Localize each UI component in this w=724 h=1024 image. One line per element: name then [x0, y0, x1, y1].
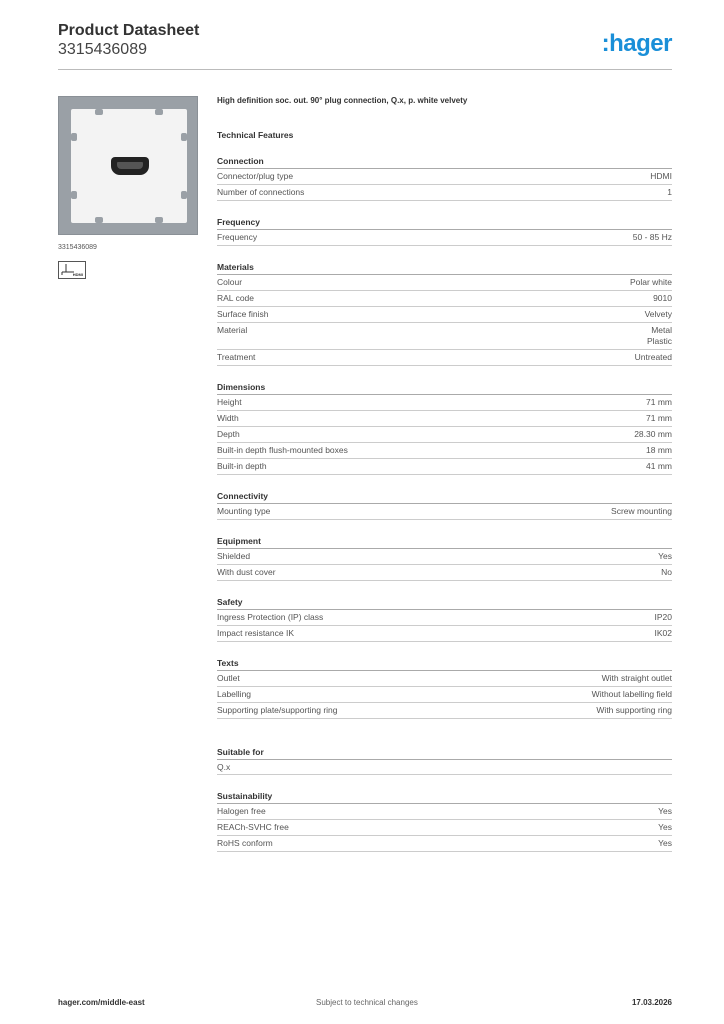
spec-value-line: 28.30 mm — [634, 429, 672, 439]
spec-row — [217, 185, 672, 201]
spec-value-line: Yes — [658, 822, 672, 832]
spec-section — [217, 747, 672, 775]
product-image-column — [58, 96, 198, 279]
spec-row — [217, 350, 672, 366]
spec-value — [635, 352, 672, 363]
spec-section-title: Connection — [217, 156, 672, 169]
spec-label: RAL code — [217, 293, 255, 303]
spec-section — [217, 382, 672, 475]
spec-value-line: 41 mm — [646, 461, 672, 471]
spec-row — [217, 169, 672, 185]
spec-value — [646, 413, 672, 424]
spec-row — [217, 427, 672, 443]
spec-value-line: 9010 — [653, 293, 672, 303]
hdmi-port-inner — [117, 162, 143, 169]
hdmi-symbol-icon — [58, 261, 86, 279]
spec-label: Depth — [217, 429, 240, 439]
spec-value-line: With straight outlet — [601, 673, 672, 683]
spec-section — [217, 156, 672, 201]
spec-value — [650, 171, 672, 182]
spec-value-line: With supporting ring — [596, 705, 672, 715]
plate-notch — [71, 191, 77, 199]
spec-section-title: Connectivity — [217, 491, 672, 504]
spec-value-line: Velvety — [644, 309, 672, 319]
spec-label: Labelling — [217, 689, 252, 699]
product-description: High definition soc. out. 90° plug connection, Q.x, p. white velvety — [217, 96, 468, 105]
spec-value — [592, 689, 672, 700]
plate-notch — [95, 109, 103, 115]
technical-features-heading: Technical Features — [217, 130, 294, 140]
image-caption: 3315436089 — [58, 244, 97, 251]
spec-section-title: Texts — [217, 658, 672, 671]
spec-value-line: Polar white — [629, 277, 672, 287]
spec-section — [217, 491, 672, 520]
hdmi-port-icon — [111, 157, 149, 175]
spec-section-title: Materials — [217, 262, 672, 275]
spec-row — [217, 411, 672, 427]
spec-value-line: Metal — [651, 325, 672, 335]
page-title: Product Datasheet — [58, 22, 200, 39]
spec-value-line: 50 - 85 Hz — [632, 232, 672, 242]
spec-section-title: Suitable for — [217, 747, 672, 760]
spec-label: Halogen free — [217, 806, 266, 816]
spec-value-line: Yes — [658, 838, 672, 848]
spec-section — [217, 262, 672, 366]
footer-date: 17.03.2026 — [631, 998, 672, 1007]
spec-row — [217, 626, 672, 642]
hager-logo: :hager — [601, 30, 672, 57]
spec-row — [217, 323, 672, 350]
spec-value-line: Yes — [658, 551, 672, 561]
spec-label: Shielded — [217, 551, 251, 561]
plate-notch — [71, 133, 77, 141]
spec-value-line: 71 mm — [646, 413, 672, 423]
spec-value-line: IP20 — [654, 612, 672, 622]
spec-row — [217, 443, 672, 459]
spec-section — [217, 536, 672, 581]
spec-label: RoHS conform — [217, 838, 273, 848]
spec-section-title: Sustainability — [217, 791, 672, 804]
spec-section — [217, 791, 672, 852]
spec-value — [634, 429, 672, 440]
spec-row — [217, 504, 672, 520]
spec-value — [602, 673, 672, 684]
spec-value-line: 18 mm — [646, 445, 672, 455]
spec-label: Built-in depth — [217, 461, 267, 471]
spec-value — [646, 397, 672, 408]
spec-section — [217, 658, 672, 719]
spec-row — [217, 820, 672, 836]
spec-label: Colour — [217, 277, 243, 287]
spec-section — [217, 597, 672, 642]
spec-section-title: Equipment — [217, 536, 672, 549]
spec-value-line: IK02 — [654, 628, 672, 638]
hdmi-symbol-label: HDMI — [72, 272, 83, 277]
footer-notice: Subject to technical changes — [316, 998, 418, 1007]
spec-row — [217, 549, 672, 565]
spec-value — [647, 325, 672, 347]
spec-column — [217, 96, 672, 852]
spec-value — [646, 461, 672, 472]
spec-label: Built-in depth flush-mounted boxes — [217, 445, 348, 455]
spec-row — [217, 610, 672, 626]
plate-notch — [155, 109, 163, 115]
plate-notch — [95, 217, 103, 223]
spec-label: Surface finish — [217, 309, 269, 319]
spec-row — [217, 804, 672, 820]
spec-row — [217, 291, 672, 307]
spec-row — [217, 687, 672, 703]
spec-label: With dust cover — [217, 567, 276, 577]
spec-value-line: Yes — [658, 806, 672, 816]
spec-label: REACh-SVHC free — [217, 822, 289, 832]
spec-sections — [217, 156, 672, 852]
spec-value — [658, 551, 672, 562]
spec-value — [667, 187, 672, 198]
spec-label: Impact resistance IK — [217, 628, 295, 638]
spec-value-line: Without labelling field — [591, 689, 672, 699]
spec-row — [217, 395, 672, 411]
spec-label: Ingress Protection (IP) class — [217, 612, 324, 622]
spec-value-line: 71 mm — [646, 397, 672, 407]
socket-plate — [71, 109, 187, 223]
spec-label: Frequency — [217, 232, 258, 242]
spec-value — [658, 822, 672, 833]
spec-value-line: Screw mounting — [611, 506, 672, 516]
plate-notch — [181, 133, 187, 141]
spec-value-line: 1 — [667, 187, 672, 197]
spec-row — [217, 760, 672, 775]
spec-row — [217, 565, 672, 581]
spec-label: Width — [217, 413, 239, 423]
spec-value — [655, 612, 673, 623]
spec-value — [645, 309, 672, 320]
spec-value-line: Plastic — [646, 336, 672, 346]
spec-section-title: Safety — [217, 597, 672, 610]
spec-section-title: Dimensions — [217, 382, 672, 395]
footer-website-link[interactable]: hager.com/middle-east — [58, 998, 145, 1007]
spec-label: Number of connections — [217, 187, 305, 197]
spec-label: Mounting type — [217, 506, 271, 516]
spec-value — [611, 506, 672, 517]
article-number: 3315436089 — [58, 41, 147, 58]
spec-value-line: HDMI — [650, 171, 672, 181]
spec-label: Supporting plate/supporting ring — [217, 705, 338, 715]
spec-value — [661, 567, 672, 578]
spec-label: Q.x — [217, 762, 231, 772]
spec-label: Height — [217, 397, 242, 407]
spec-row — [217, 836, 672, 852]
plate-notch — [155, 217, 163, 223]
spec-label: Material — [217, 325, 248, 335]
spec-row — [217, 230, 672, 246]
spec-value — [633, 232, 672, 243]
spec-section-title: Frequency — [217, 217, 672, 230]
product-image — [58, 96, 198, 235]
spec-row — [217, 459, 672, 475]
spec-value — [655, 628, 673, 639]
spec-row — [217, 671, 672, 687]
spec-row — [217, 703, 672, 719]
spec-value — [630, 277, 672, 288]
spec-value-line: No — [661, 567, 672, 577]
spec-section — [217, 217, 672, 246]
spec-value — [653, 293, 672, 304]
spec-label: Treatment — [217, 352, 256, 362]
spec-label: Connector/plug type — [217, 171, 294, 181]
spec-row — [217, 307, 672, 323]
spec-row — [217, 275, 672, 291]
spec-value-line: Untreated — [634, 352, 672, 362]
spec-value — [596, 705, 672, 716]
plate-notch — [181, 191, 187, 199]
spec-value — [658, 838, 672, 849]
spec-value — [658, 806, 672, 817]
page-header — [58, 22, 672, 70]
spec-value — [646, 445, 672, 456]
spec-label: Outlet — [217, 673, 240, 683]
